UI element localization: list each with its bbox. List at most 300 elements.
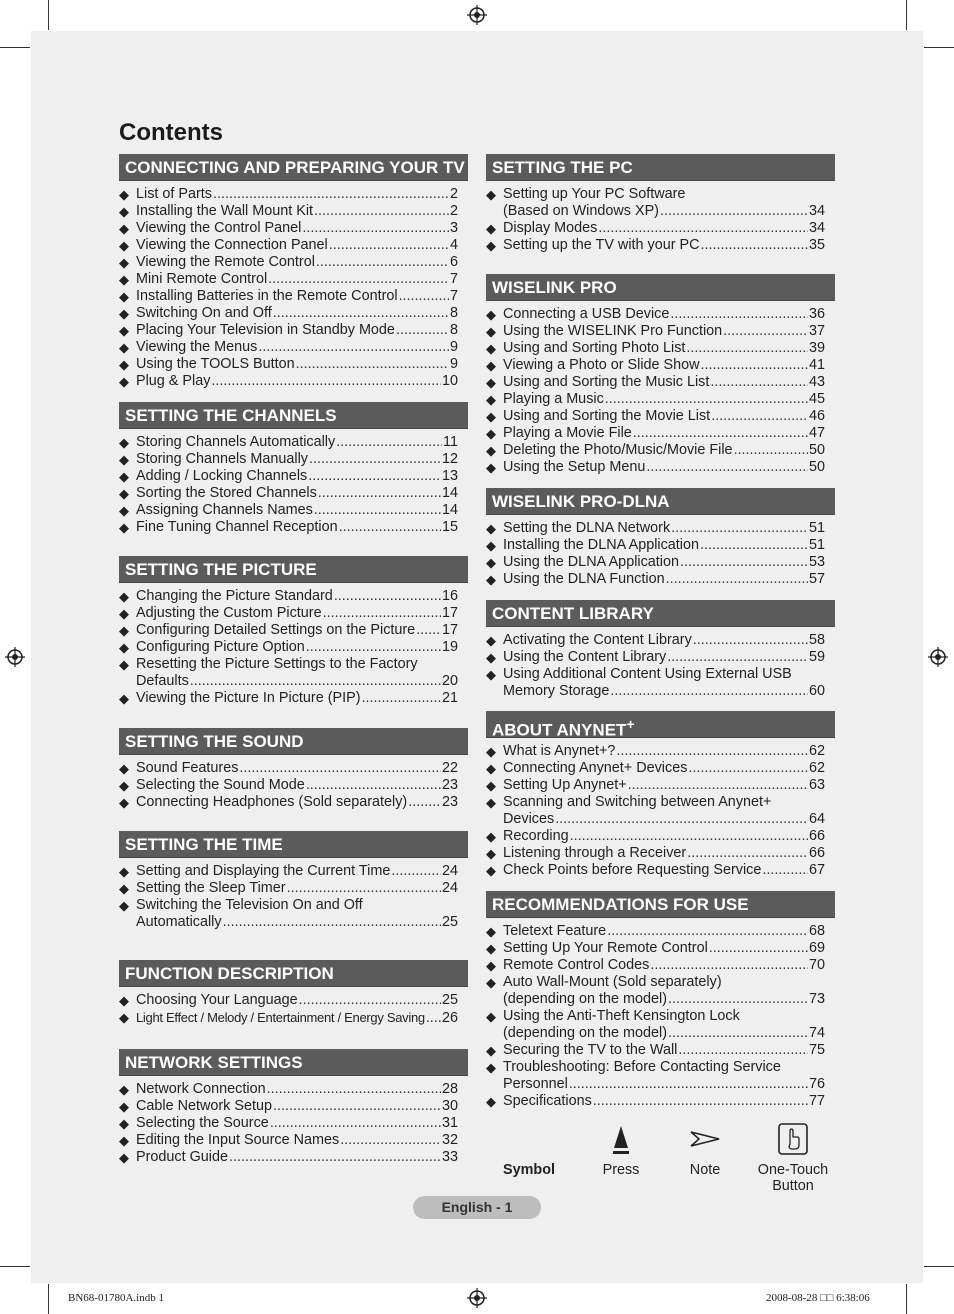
entry-title: Using the Anti-Theft Kensington Lock — [503, 1008, 740, 1024]
entry-title: Viewing the Picture In Picture (PIP) — [136, 690, 361, 706]
dot-leader — [660, 203, 808, 220]
diamond-bullet-icon: ◆ — [119, 864, 129, 879]
diamond-bullet-icon: ◆ — [486, 795, 496, 810]
dot-leader — [687, 845, 808, 862]
dot-leader — [408, 794, 441, 811]
dot-leader — [316, 254, 449, 271]
press-icon — [611, 1124, 631, 1156]
entry-page-number: 34 — [808, 203, 825, 219]
dot-leader — [296, 356, 449, 373]
entry-page-number: 70 — [808, 957, 825, 973]
toc-entry[interactable] — [486, 340, 835, 357]
entry-page-number: 63 — [808, 777, 825, 793]
toc-entry[interactable] — [486, 777, 835, 794]
diamond-bullet-icon: ◆ — [119, 221, 129, 236]
toc-entry[interactable] — [486, 828, 835, 845]
toc-entry[interactable] — [119, 237, 468, 254]
dot-leader — [239, 760, 441, 777]
toc-entry[interactable] — [486, 425, 835, 442]
entry-title: Setting the Sleep Timer — [136, 880, 286, 896]
dot-leader — [701, 237, 808, 254]
entry-page-number: 66 — [808, 845, 825, 861]
dot-leader — [308, 468, 441, 485]
diamond-bullet-icon: ◆ — [119, 238, 129, 253]
entry-title: Using the DLNA Application — [503, 554, 679, 570]
diamond-bullet-icon: ◆ — [119, 520, 129, 535]
toc-entry[interactable] — [486, 1093, 835, 1110]
toc-section — [486, 154, 835, 254]
entry-title: Deleting the Photo/Music/Movie File — [503, 442, 733, 458]
toc-section — [119, 556, 468, 707]
entry-page-number: 12 — [441, 451, 458, 467]
toc-entry[interactable] — [119, 777, 468, 794]
toc-entry[interactable] — [119, 897, 468, 931]
crop-mark — [924, 47, 954, 48]
entry-page-number: 25 — [441, 992, 458, 1008]
section-items — [486, 186, 835, 254]
diamond-bullet-icon: ◆ — [486, 358, 496, 373]
toc-entry[interactable] — [119, 485, 468, 502]
entry-title: Plug & Play — [136, 373, 211, 389]
entry-page-number: 21 — [441, 690, 458, 706]
dot-leader — [396, 322, 449, 339]
entry-page-number: 2 — [449, 203, 458, 219]
entry-title: (depending on the model) — [503, 991, 668, 1007]
dot-leader — [336, 434, 442, 451]
section-heading: FUNCTION DESCRIPTION — [119, 960, 468, 987]
diamond-bullet-icon: ◆ — [119, 778, 129, 793]
entry-page-number: 69 — [808, 940, 825, 956]
entry-title: Scanning and Switching between Anynet+ — [503, 794, 772, 810]
entry-title: Viewing a Photo or Slide Show — [503, 357, 700, 373]
entry-page-number: 75 — [808, 1042, 825, 1058]
entry-page-number: 11 — [443, 434, 458, 450]
dot-leader — [190, 673, 441, 690]
toc-entry[interactable] — [119, 992, 468, 1009]
toc-entry[interactable] — [486, 862, 835, 879]
entry-title: Using the TOOLS Button — [136, 356, 295, 372]
toc-entry[interactable] — [119, 863, 468, 880]
toc-entry[interactable] — [486, 974, 835, 1008]
symbol-legend — [486, 1122, 835, 1202]
diamond-bullet-icon: ◆ — [486, 1094, 496, 1109]
entry-title: Cable Network Setup — [136, 1098, 272, 1114]
entry-title: Light Effect / Melody / Entertainment / Energy Saving — [136, 1010, 425, 1025]
entry-title: Using and Sorting Photo List — [503, 340, 686, 356]
diamond-bullet-icon: ◆ — [119, 1099, 129, 1114]
toc-entry[interactable] — [119, 339, 468, 356]
diamond-bullet-icon: ◆ — [119, 881, 129, 896]
entry-page-number: 35 — [808, 237, 825, 253]
section-heading: ABOUT ANYNET+ — [486, 711, 835, 738]
toc-section — [486, 274, 835, 476]
diamond-bullet-icon: ◆ — [119, 1133, 129, 1148]
dot-leader — [318, 485, 441, 502]
entry-page-number: 50 — [808, 459, 825, 475]
dot-leader — [693, 632, 808, 649]
toc-entry[interactable] — [486, 237, 835, 254]
registration-mark-icon — [928, 647, 948, 667]
diamond-bullet-icon: ◆ — [119, 606, 129, 621]
entry-title: Configuring Detailed Settings on the Picture — [136, 622, 416, 638]
entry-title: Recording — [503, 828, 569, 844]
print-slug-right: 2008-08-28 □□ 6:38:06 — [766, 1292, 870, 1304]
toc-entry[interactable] — [486, 442, 835, 459]
toc-entry[interactable] — [119, 468, 468, 485]
toc-entry[interactable] — [119, 639, 468, 656]
diamond-bullet-icon: ◆ — [119, 993, 129, 1008]
section-heading: SETTING THE CHANNELS — [119, 402, 468, 429]
entry-title: Switching the Television On and Off — [136, 897, 363, 913]
toc-entry[interactable] — [486, 408, 835, 425]
diamond-bullet-icon: ◆ — [119, 374, 129, 389]
toc-entry[interactable] — [119, 254, 468, 271]
toc-section — [119, 728, 468, 811]
toc-entry[interactable] — [119, 322, 468, 339]
toc-entry[interactable] — [486, 186, 835, 220]
toc-entry[interactable] — [119, 1115, 468, 1132]
section-items — [119, 1081, 468, 1166]
dot-leader — [680, 554, 808, 571]
toc-entry[interactable] — [486, 520, 835, 537]
entry-page-number: 32 — [441, 1132, 458, 1148]
dot-leader — [650, 957, 808, 974]
toc-section — [119, 831, 468, 931]
toc-entry[interactable] — [119, 880, 468, 897]
legend-symbol-label: Symbol — [503, 1162, 555, 1178]
entry-title: Setting Up Anynet+ — [503, 777, 627, 793]
entry-title: Troubleshooting: Before Contacting Service — [503, 1059, 781, 1075]
entry-page-number: 4 — [449, 237, 458, 253]
entry-page-number: 39 — [808, 340, 825, 356]
diamond-bullet-icon: ◆ — [486, 744, 496, 759]
section-items — [119, 588, 468, 707]
diamond-bullet-icon: ◆ — [119, 1116, 129, 1131]
entry-title: Selecting the Source — [136, 1115, 269, 1131]
toc-entry[interactable] — [486, 940, 835, 957]
entry-page-number: 67 — [808, 862, 825, 878]
entry-page-number: 23 — [441, 794, 458, 810]
diamond-bullet-icon: ◆ — [119, 657, 129, 672]
entry-page-number: 46 — [808, 408, 825, 424]
entry-title: Using and Sorting the Music List — [503, 374, 710, 390]
toc-entry[interactable] — [119, 271, 468, 288]
entry-title: Automatically — [136, 914, 222, 930]
diamond-bullet-icon: ◆ — [119, 795, 129, 810]
dot-leader — [711, 408, 808, 425]
dot-leader — [710, 374, 808, 391]
toc-entry[interactable] — [486, 1008, 835, 1042]
entry-page-number: 7 — [449, 288, 458, 304]
entry-title: Adding / Locking Channels — [136, 468, 308, 484]
entry-page-number: 53 — [808, 554, 825, 570]
dot-leader — [570, 828, 808, 845]
dot-leader — [700, 537, 808, 554]
toc-entry[interactable] — [119, 220, 468, 237]
entry-page-number: 25 — [441, 914, 458, 930]
dot-leader — [616, 743, 808, 760]
toc-entry[interactable] — [119, 1081, 468, 1098]
diamond-bullet-icon: ◆ — [486, 633, 496, 648]
diamond-bullet-icon: ◆ — [486, 238, 496, 253]
dot-leader — [270, 1115, 441, 1132]
entry-title: Viewing the Control Panel — [136, 220, 302, 236]
dot-leader — [273, 1098, 441, 1115]
entry-page-number: 14 — [441, 485, 458, 501]
toc-entry[interactable] — [119, 434, 468, 451]
entry-title: Resetting the Picture Settings to the Factory — [136, 656, 418, 672]
toc-entry[interactable] — [486, 760, 835, 777]
toc-section — [486, 711, 835, 879]
toc-entry[interactable] — [119, 373, 468, 390]
entry-page-number: 16 — [441, 588, 458, 604]
toc-entry[interactable] — [119, 656, 468, 690]
entry-title: Adjusting the Custom Picture — [136, 605, 322, 621]
entry-title: Viewing the Connection Panel — [136, 237, 328, 253]
toc-entry[interactable] — [486, 957, 835, 974]
entry-title: Product Guide — [136, 1149, 228, 1165]
section-heading: SETTING THE SOUND — [119, 728, 468, 755]
entry-page-number: 66 — [808, 828, 825, 844]
toc-entry[interactable] — [486, 571, 835, 588]
diamond-bullet-icon: ◆ — [119, 255, 129, 270]
section-items — [486, 632, 835, 700]
entry-title: Viewing the Menus — [136, 339, 258, 355]
toc-entry[interactable] — [486, 459, 835, 476]
entry-page-number: 10 — [441, 373, 458, 389]
diamond-bullet-icon: ◆ — [486, 409, 496, 424]
dot-leader — [593, 1093, 808, 1110]
crop-mark — [0, 1266, 30, 1267]
diamond-bullet-icon: ◆ — [486, 341, 496, 356]
dot-leader — [268, 271, 449, 288]
entry-page-number: 68 — [808, 923, 825, 939]
toc-section — [119, 402, 468, 536]
crop-mark — [924, 1266, 954, 1267]
toc-entry[interactable] — [119, 356, 468, 373]
entry-title: Auto Wall-Mount (Sold separately) — [503, 974, 722, 990]
toc-entry[interactable] — [119, 1149, 468, 1166]
entry-title: Setting and Displaying the Current Time — [136, 863, 391, 879]
dot-leader — [569, 1076, 808, 1093]
section-items — [486, 306, 835, 476]
toc-entry[interactable] — [119, 1098, 468, 1115]
entry-page-number: 64 — [808, 811, 825, 827]
entry-title: Assigning Channels Names — [136, 502, 313, 518]
toc-entry[interactable] — [119, 1009, 468, 1026]
toc-entry[interactable] — [119, 502, 468, 519]
entry-title: Using the Content Library — [503, 649, 667, 665]
section-heading: SETTING THE PICTURE — [119, 556, 468, 583]
entry-page-number: 77 — [808, 1093, 825, 1109]
entry-page-number: 59 — [808, 649, 825, 665]
toc-entry[interactable] — [119, 622, 468, 639]
diamond-bullet-icon: ◆ — [486, 761, 496, 776]
toc-entry[interactable] — [486, 357, 835, 374]
dot-leader — [688, 760, 808, 777]
toc-entry[interactable] — [119, 605, 468, 622]
crop-mark — [0, 47, 30, 48]
toc-section — [119, 960, 468, 1026]
dot-leader — [323, 605, 441, 622]
toc-entry[interactable] — [486, 391, 835, 408]
section-items — [119, 760, 468, 811]
toc-entry[interactable] — [486, 632, 835, 649]
page-number-badge: English - 1 — [413, 1196, 541, 1219]
toc-entry[interactable] — [486, 649, 835, 666]
dot-leader — [273, 305, 449, 322]
diamond-bullet-icon: ◆ — [119, 357, 129, 372]
toc-entry[interactable] — [486, 306, 835, 323]
toc-entry[interactable] — [486, 1042, 835, 1059]
entry-page-number: 43 — [808, 374, 825, 390]
toc-entry[interactable] — [119, 760, 468, 777]
dot-leader — [628, 777, 808, 794]
entry-page-number: 24 — [441, 863, 458, 879]
entry-page-number: 30 — [441, 1098, 458, 1114]
note-icon — [690, 1130, 720, 1148]
entry-page-number: 17 — [441, 605, 458, 621]
toc-entry[interactable] — [119, 305, 468, 322]
entry-page-number: 2 — [449, 186, 458, 202]
diamond-bullet-icon: ◆ — [486, 846, 496, 861]
toc-entry[interactable] — [486, 794, 835, 828]
toc-entry[interactable] — [486, 923, 835, 940]
dot-leader — [258, 339, 449, 356]
dot-leader — [668, 1025, 808, 1042]
dot-leader — [302, 220, 449, 237]
entry-title: Using the Setup Menu — [503, 459, 646, 475]
crop-mark — [48, 1284, 49, 1314]
entry-title: Check Points before Requesting Service — [503, 862, 762, 878]
entry-title: Connecting Anynet+ Devices — [503, 760, 688, 776]
entry-page-number: 14 — [441, 502, 458, 518]
toc-entry[interactable] — [119, 451, 468, 468]
toc-entry[interactable] — [119, 690, 468, 707]
toc-entry[interactable] — [119, 588, 468, 605]
entry-title: Installing the Wall Mount Kit — [136, 203, 314, 219]
section-heading: WISELINK PRO-DLNA — [486, 488, 835, 515]
toc-entry[interactable] — [119, 186, 468, 203]
entry-title: Sound Features — [136, 760, 239, 776]
entry-page-number: 28 — [441, 1081, 458, 1097]
entry-title: Editing the Input Source Names — [136, 1132, 340, 1148]
entry-page-number: 51 — [808, 520, 825, 536]
entry-title: Setting up the TV with your PC — [503, 237, 700, 253]
entry-title: Using Additional Content Using External USB — [503, 666, 792, 682]
entry-page-number: 9 — [449, 339, 458, 355]
toc-entry[interactable] — [119, 1132, 468, 1149]
entry-title: Personnel — [503, 1076, 568, 1092]
entry-page-number: 50 — [808, 442, 825, 458]
dot-leader — [211, 373, 441, 390]
diamond-bullet-icon: ◆ — [119, 204, 129, 219]
entry-page-number: 19 — [441, 639, 458, 655]
diamond-bullet-icon: ◆ — [119, 435, 129, 450]
entry-page-number: 58 — [808, 632, 825, 648]
registration-mark-icon — [467, 5, 487, 25]
diamond-bullet-icon: ◆ — [486, 307, 496, 322]
toc-section — [119, 1049, 468, 1166]
toc-entry[interactable] — [119, 203, 468, 220]
section-items — [119, 992, 468, 1026]
diamond-bullet-icon: ◆ — [119, 640, 129, 655]
entry-title: Configuring Picture Option — [136, 639, 305, 655]
diamond-bullet-icon: ◆ — [486, 572, 496, 587]
section-items — [119, 434, 468, 536]
toc-entry[interactable] — [119, 288, 468, 305]
section-items — [119, 863, 468, 931]
toc-entry[interactable] — [486, 554, 835, 571]
entry-title: Using the DLNA Function — [503, 571, 665, 587]
diamond-bullet-icon: ◆ — [486, 829, 496, 844]
entry-page-number: 36 — [808, 306, 825, 322]
entry-title: Network Connection — [136, 1081, 266, 1097]
diamond-bullet-icon: ◆ — [119, 761, 129, 776]
entry-title: Teletext Feature — [503, 923, 607, 939]
dot-leader — [334, 588, 441, 605]
entry-page-number: 13 — [441, 468, 458, 484]
entry-title: Storing Channels Automatically — [136, 434, 336, 450]
entry-title: Selecting the Sound Mode — [136, 777, 305, 793]
toc-entry[interactable] — [486, 1059, 835, 1093]
dot-leader — [223, 914, 441, 931]
dot-leader — [314, 502, 441, 519]
toc-entry[interactable] — [486, 845, 835, 862]
section-heading: CONTENT LIBRARY — [486, 600, 835, 627]
toc-entry[interactable] — [119, 519, 468, 536]
registration-mark-icon — [467, 1288, 487, 1308]
dot-leader — [267, 1081, 441, 1098]
entry-title: Playing a Music — [503, 391, 604, 407]
diamond-bullet-icon: ◆ — [486, 521, 496, 536]
diamond-bullet-icon: ◆ — [119, 503, 129, 518]
section-heading: CONNECTING AND PREPARING YOUR TV — [119, 154, 468, 181]
toc-entry[interactable] — [486, 666, 835, 700]
dot-leader — [399, 288, 449, 305]
entry-title: Listening through a Receiver — [503, 845, 687, 861]
entry-title: Using the WISELINK Pro Function — [503, 323, 723, 339]
dot-leader — [709, 940, 808, 957]
legend-note-label: Note — [689, 1162, 721, 1178]
entry-title: Storing Channels Manually — [136, 451, 308, 467]
diamond-bullet-icon: ◆ — [486, 941, 496, 956]
toc-entry[interactable] — [486, 537, 835, 554]
toc-entry[interactable] — [119, 794, 468, 811]
dot-leader — [340, 1132, 441, 1149]
diamond-bullet-icon: ◆ — [119, 1082, 129, 1097]
entry-page-number: 73 — [808, 991, 825, 1007]
toc-entry[interactable] — [486, 323, 835, 340]
crop-mark — [906, 0, 907, 30]
entry-title: Choosing Your Language — [136, 992, 298, 1008]
toc-entry[interactable] — [486, 220, 835, 237]
entry-page-number: 9 — [449, 356, 458, 372]
entry-title: Using and Sorting the Movie List — [503, 408, 711, 424]
dot-leader — [426, 1010, 441, 1027]
diamond-bullet-icon: ◆ — [486, 958, 496, 973]
entry-page-number: 62 — [808, 760, 825, 776]
toc-entry[interactable] — [486, 743, 835, 760]
entry-title: Installing the DLNA Application — [503, 537, 699, 553]
diamond-bullet-icon: ◆ — [486, 221, 496, 236]
entry-page-number: 76 — [808, 1076, 825, 1092]
dot-leader — [646, 459, 808, 476]
toc-entry[interactable] — [486, 374, 835, 391]
registration-mark-icon — [5, 647, 25, 667]
entry-page-number: 41 — [808, 357, 825, 373]
diamond-bullet-icon: ◆ — [119, 589, 129, 604]
